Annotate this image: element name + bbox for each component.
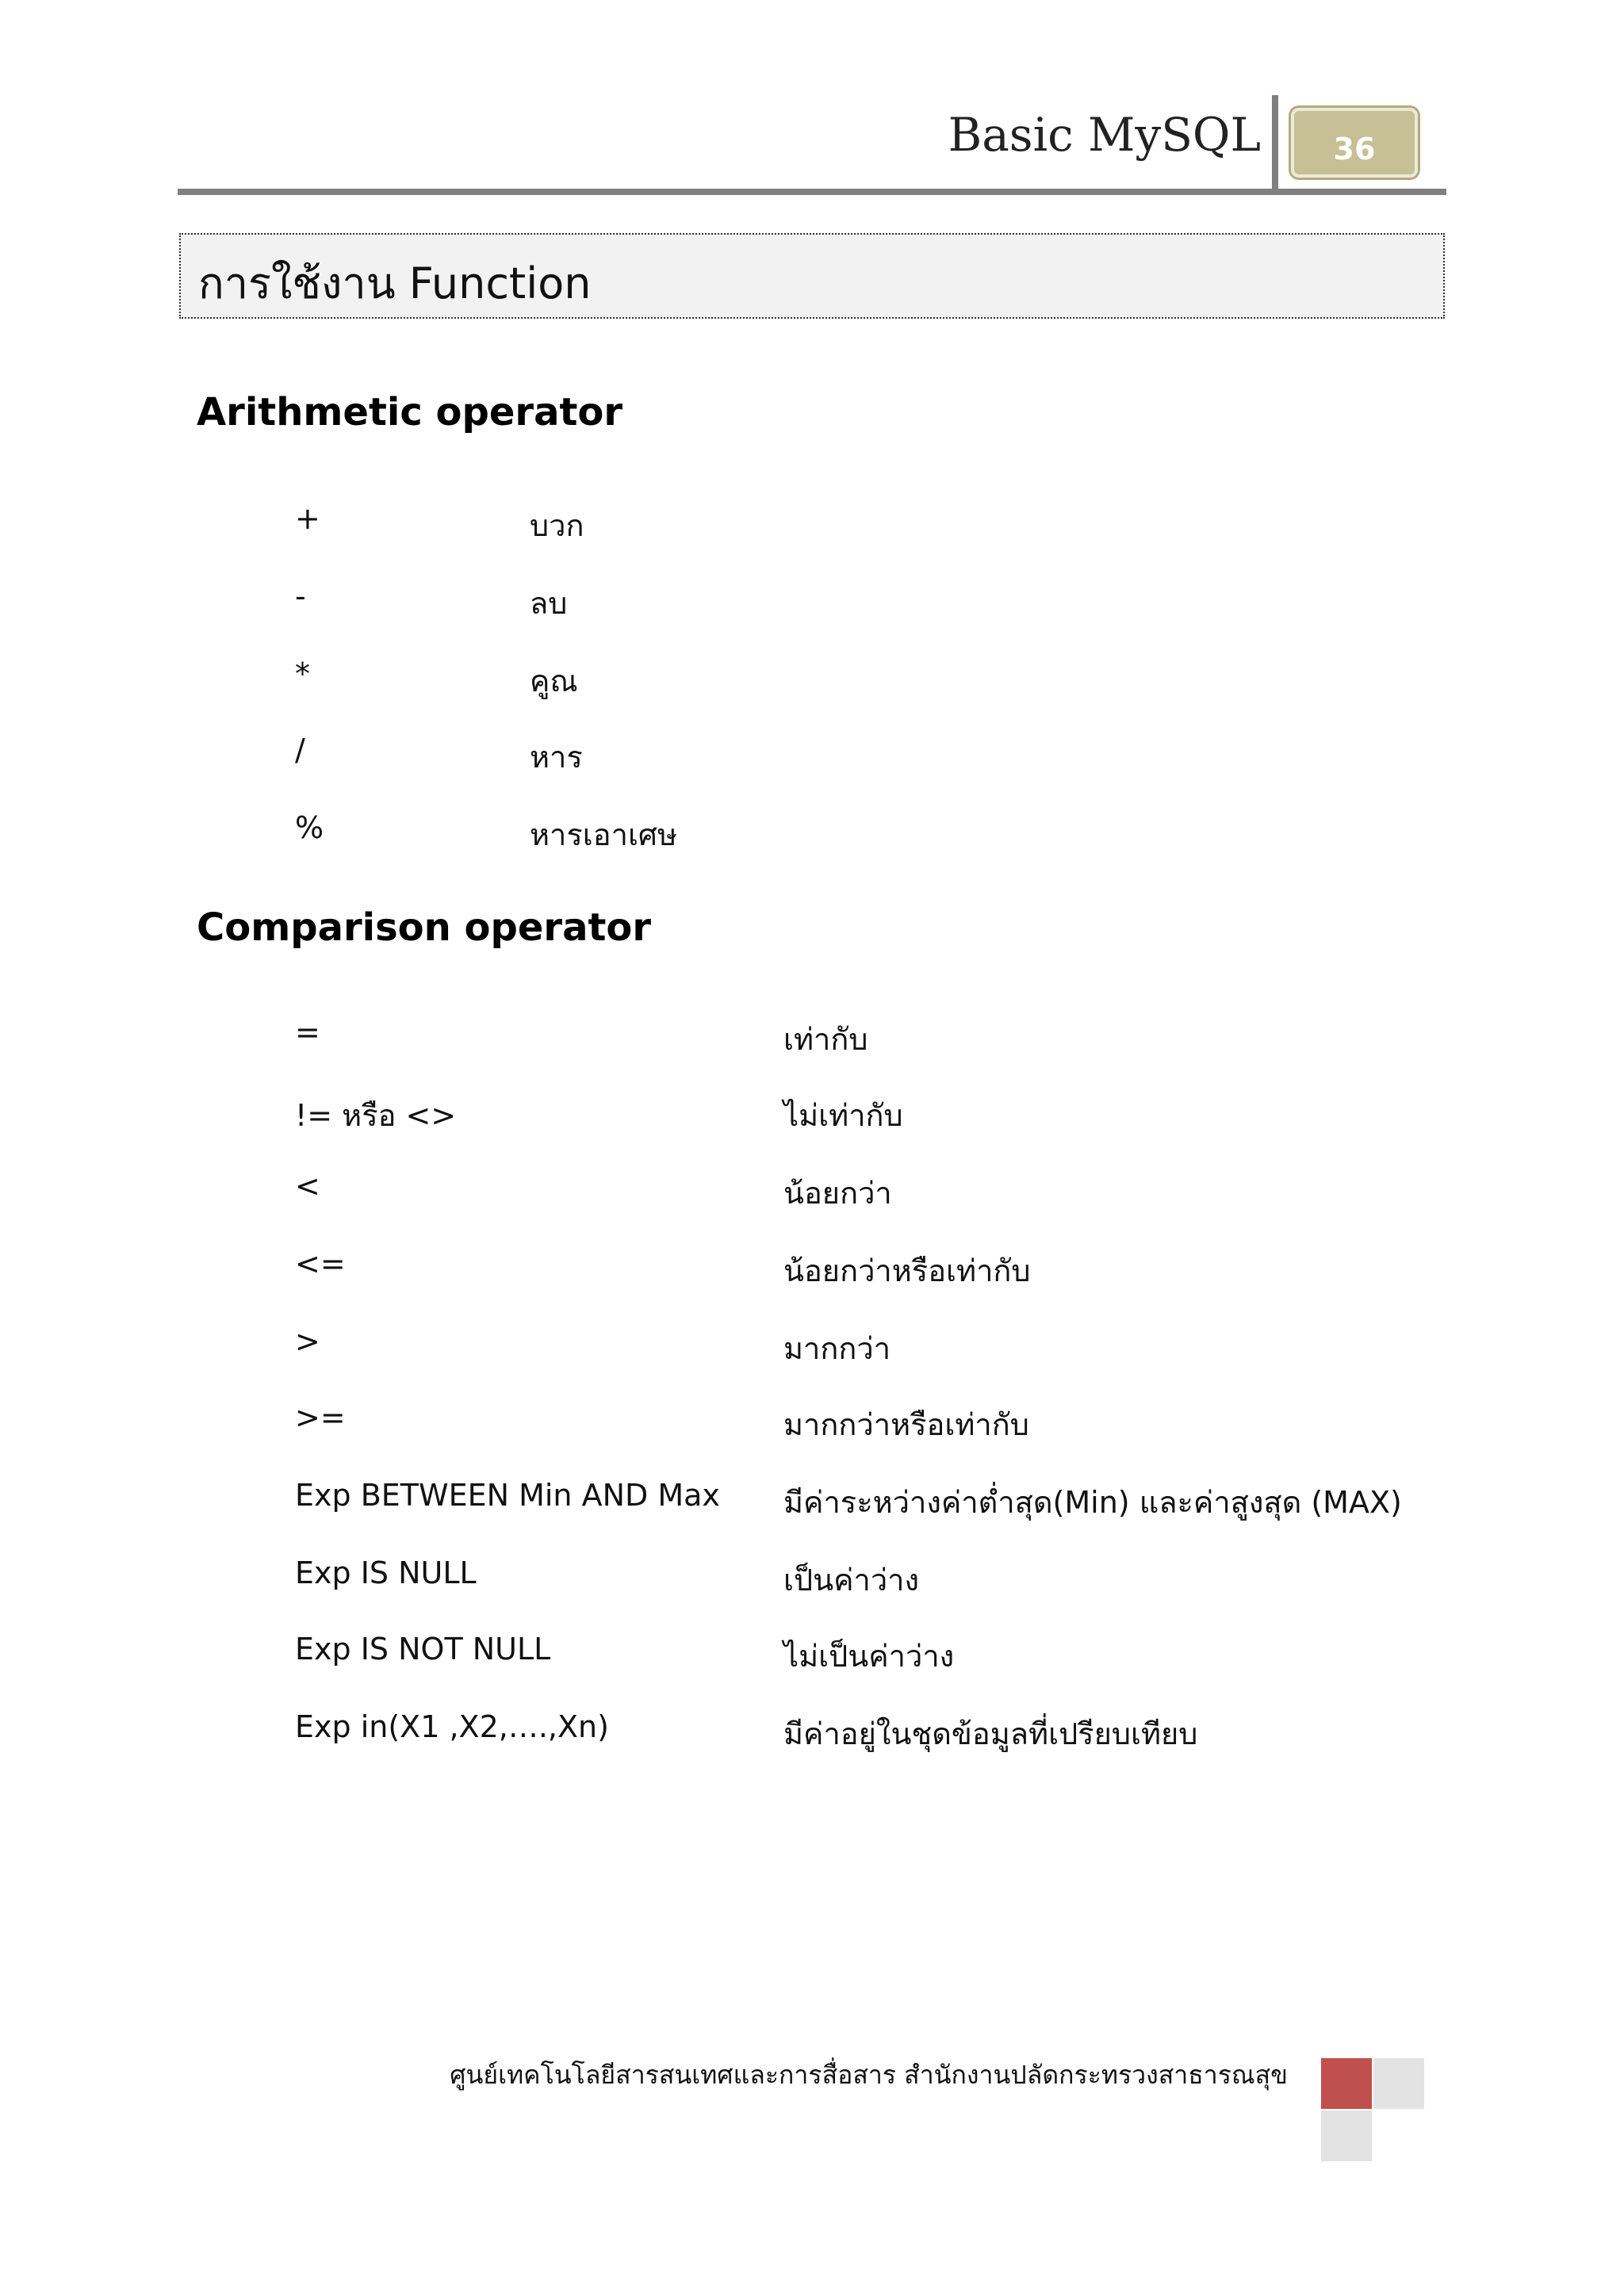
comparison-heading: Comparison operator bbox=[197, 905, 652, 950]
operator-meaning: หารเอาเศษ bbox=[530, 817, 678, 852]
operator-meaning: ลบ bbox=[530, 586, 568, 621]
operator-symbol: + bbox=[295, 501, 320, 536]
operator-symbol: <= bbox=[295, 1246, 346, 1281]
section-title: การใช้งาน Function bbox=[198, 258, 592, 308]
operator-symbol: * bbox=[295, 656, 310, 691]
comparison-row bbox=[0, 1632, 1624, 1679]
operator-meaning: มีค่าระหว่างค่าต่ำสุด(Min) และค่าสูงสุด (MAX) bbox=[783, 1485, 1402, 1520]
operator-meaning: หาร bbox=[530, 740, 583, 775]
operator-meaning: ไม่เท่ากับ bbox=[783, 1098, 903, 1133]
comparison-row bbox=[0, 1709, 1624, 1757]
operator-symbol: >= bbox=[295, 1400, 346, 1435]
footer-organization: ศูนย์เทคโนโลยีสารสนเทศและการสื่อสาร สำนักงานปลัดกระทรวงสาธารณสุข bbox=[450, 2060, 1288, 2090]
operator-meaning: เท่ากับ bbox=[783, 1022, 868, 1057]
header-divider bbox=[1272, 95, 1278, 190]
operator-meaning: ไม่เป็นค่าว่าง bbox=[783, 1639, 955, 1674]
footer-decor-square-gray bbox=[1373, 2058, 1424, 2109]
operator-meaning: เป็นค่าว่าง bbox=[783, 1563, 920, 1598]
operator-meaning: มากกว่าหรือเท่ากับ bbox=[783, 1407, 1029, 1442]
comparison-row bbox=[0, 1324, 1624, 1372]
comparison-row bbox=[0, 1478, 1624, 1525]
arithmetic-row bbox=[0, 579, 1624, 626]
page-number: 36 bbox=[1333, 132, 1376, 166]
operator-symbol: Exp BETWEEN Min AND Max bbox=[295, 1478, 720, 1513]
comparison-row bbox=[0, 1091, 1624, 1138]
operator-symbol: Exp in(X1 ,X2,….,Xn) bbox=[295, 1709, 609, 1744]
operator-meaning: น้อยกว่า bbox=[783, 1176, 892, 1211]
operator-symbol: Exp IS NULL bbox=[295, 1556, 477, 1590]
document-title: Basic MySQL bbox=[948, 108, 1261, 162]
header-rule bbox=[178, 189, 1446, 195]
comparison-row bbox=[0, 1246, 1624, 1294]
operator-symbol: % bbox=[295, 810, 324, 845]
operator-symbol: = bbox=[295, 1015, 320, 1050]
page-number-badge bbox=[1291, 108, 1418, 178]
operator-meaning: น้อยกว่าหรือเท่ากับ bbox=[783, 1253, 1031, 1288]
comparison-row bbox=[0, 1169, 1624, 1216]
arithmetic-heading: Arithmetic operator bbox=[197, 390, 623, 434]
operator-meaning: บวก bbox=[530, 508, 584, 543]
arithmetic-row bbox=[0, 501, 1624, 549]
operator-meaning: มากกว่า bbox=[783, 1331, 891, 1366]
footer-decor-square-red bbox=[1321, 2058, 1372, 2109]
arithmetic-row bbox=[0, 733, 1624, 780]
arithmetic-row bbox=[0, 810, 1624, 858]
arithmetic-row bbox=[0, 656, 1624, 704]
operator-symbol: Exp IS NOT NULL bbox=[295, 1632, 551, 1667]
comparison-row bbox=[0, 1400, 1624, 1448]
operator-meaning: คูณ bbox=[530, 664, 578, 698]
comparison-row bbox=[0, 1015, 1624, 1062]
operator-symbol: - bbox=[295, 579, 306, 614]
operator-symbol: < bbox=[295, 1169, 320, 1203]
section-title-box bbox=[179, 233, 1445, 319]
comparison-row bbox=[0, 1556, 1624, 1603]
operator-symbol: != หรือ <> bbox=[295, 1098, 457, 1133]
footer-decor-square-gray bbox=[1321, 2110, 1372, 2161]
operator-symbol: / bbox=[295, 733, 305, 767]
operator-meaning: มีค่าอยู่ในชุดข้อมูลที่เปรียบเทียบ bbox=[783, 1716, 1198, 1751]
operator-symbol: > bbox=[295, 1324, 320, 1359]
